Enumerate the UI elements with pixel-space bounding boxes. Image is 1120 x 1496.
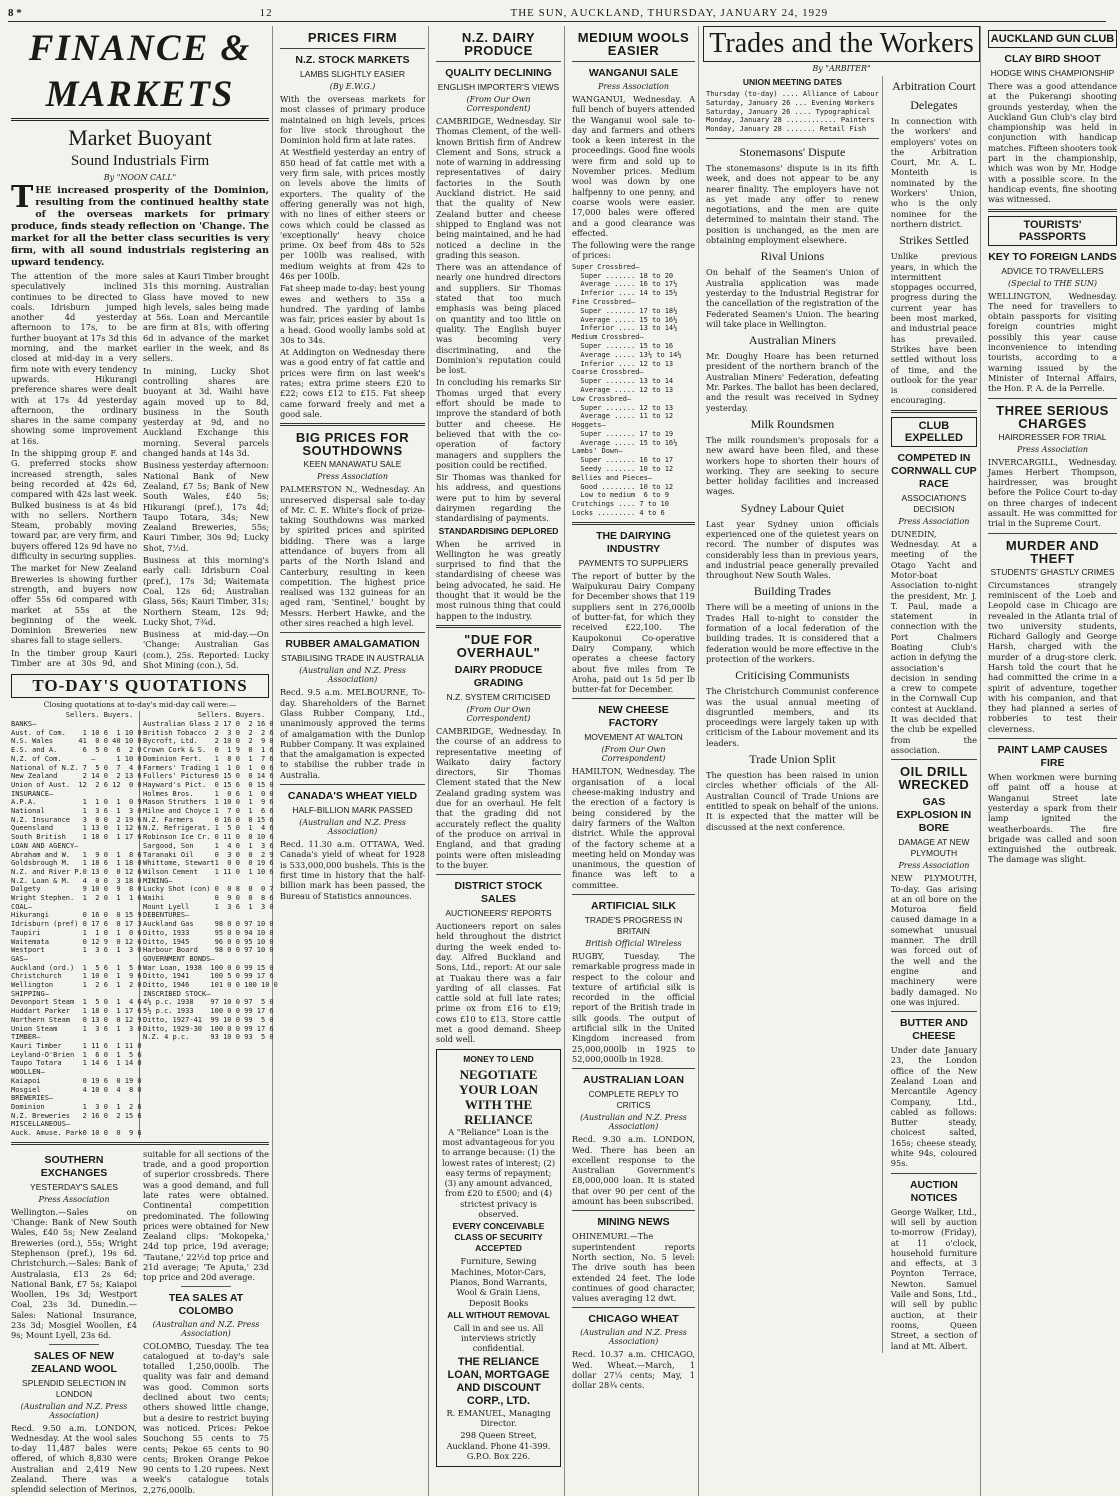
auction-body: George Walker, Ltd., will sell by auction to-morrow (Friday), at 11 o'clock, household furniture and effects, at 3 Poynton Terrace, Newton. Samuel Vaile and Sons, Ltd., will sell by public auction, at their rooms, Queen Street, a section of land at Mt. Albert. bbox=[890, 1206, 977, 1351]
loan-body: Recd. 9.30 a.m. LONDON, Wed. There has been an excellent response to the Australian Government's £8,000,000 loan. It is stated that over 90 per cent of the amount has been subscribed. bbox=[572, 1134, 695, 1207]
grading-body: CAMBRIDGE, Wednesday. In the course of an address to representative meeting of Waikato dairy factory directors, Sir Thomas Clement stated that the New Zealand grading system was due for an overhaul. He felt that the grading did not accurately reflect the quality of the produce on arrival in England, and that grading points were often misleading to the buyer. bbox=[436, 725, 561, 870]
reliance-ad-items: Furniture, Sewing Machines, Motor-Cars, Pianos, Bond Warrants, Wool & Grain Liens, Deposit Books bbox=[449, 1256, 548, 1308]
reliance-ad-without: ALL WITHOUT REMOVAL bbox=[447, 1309, 550, 1320]
reliance-ad-firm: THE RELIANCE LOAN, MORTGAGE AND DISCOUNT CORP., LTD. bbox=[447, 1355, 550, 1407]
supplier-payments-sub: PAYMENTS TO SUPPLIERS bbox=[578, 557, 689, 568]
stock-paragraph: With the overseas markets for most classes of primary produce maintained on high levels, prices for live stock throughout the Dominion hold firm at late rates. bbox=[280, 94, 425, 146]
wheat-sub: HALF-BILLION MARK PASSED bbox=[292, 805, 413, 816]
southern-exchanges-head: SOUTHERN EXCHANGES bbox=[40, 1153, 108, 1179]
southern-exchanges-credit: Press Association bbox=[38, 1194, 110, 1204]
overhaul-head: "DUE FOR OVERHAUL" bbox=[456, 631, 541, 660]
nz-wool-credit: (Australian and N.Z. Press Association) bbox=[20, 1401, 128, 1420]
club-expelled-head: CLUB EXPELLED bbox=[891, 417, 977, 447]
masthead-title: THE SUN, AUCKLAND, THURSDAY, JANUARY 24, 1929 bbox=[510, 7, 829, 19]
dairy-paragraph: There was an attendance of nearly one hundred directors and suppliers. Sir Thomas stated that too much emphasis was being placed on quantity and too little on quality. The English buyer was becoming very discriminating, and the Dominion's reputation could be lost. bbox=[436, 262, 561, 376]
stock-paragraph: At Westfield yesterday an entry of 850 head of fat cattle met with a very firm sale, with prices mostly on levels above the limits of exporters. The quality of the offering generally was not high, with no lines of either steers or cows which could be classed as 'exceptionally' heavy choice prime. Ox beef from 48s to 52s per 100lb was realised, with medium weights at from 42s to 46s per 100lb. bbox=[280, 147, 425, 282]
passport-body: WELLINGTON, Wednesday. The need for travellers to obtain passports for visiting foreign countries might possibly this year cause inconvenience to intending tourists, according to a warning issued by the Minister of Internal Affairs, the Hon. P. A. de la Perrelle. bbox=[988, 290, 1117, 394]
passport-credit: (Special to THE SUN) bbox=[1008, 278, 1097, 288]
cornwall-cup-sub: COMPETED IN CORNWALL CUP RACE bbox=[891, 451, 977, 490]
dropcap: T bbox=[11, 180, 34, 215]
district-sales-head: DISTRICT STOCK SALES bbox=[454, 880, 543, 906]
finance-lower-articles bbox=[11, 1149, 269, 1496]
southdowns-head: BIG PRICES FOR SOUTHDOWNS bbox=[295, 430, 410, 459]
dairy-paragraph: In concluding his remarks Sir Thomas urged that every effort should be made to improve the standard of both butter and cheese. He believed that with the co-operation of factory managers and suppliers the position could be rectified. bbox=[436, 377, 561, 470]
chicago-body: Recd. 10.37 a.m. CHICAGO, Wed. Wheat.—March, 1 dollar 27¼ cents; May, 1 dollar 28¾ cents. bbox=[572, 1349, 695, 1391]
cheese-body: HAMILTON, Wednesday. The organisation of a local cheese-making industry and the erection of a factory is being considered by the dairy farmers of the Walton district. While the approval of the factory scheme at a meeting held on Monday was unanimous, the question of finance was left to a committee. bbox=[572, 766, 695, 890]
hodge-wins-sub: HODGE WINS CHAMPIONSHIP bbox=[990, 68, 1115, 78]
nz-stock-markets-sub: N.Z. STOCK MARKETS bbox=[295, 54, 410, 66]
paint-body: When workmen were burning off paint off a house at Wanganui Street late yesterday a spark from their lamp ignited the weatherboards. The fire brigade was called and soon extinguished the outbreak. The damage was slight. bbox=[988, 772, 1117, 865]
dairy-paragraph: CAMBRIDGE, Wednesday. Sir Thomas Clement, of the well-known British firm of Andrew Clement and Sons, struck a note of warning in addressing representatives of dairy factories in the South Auckland district. He said that the quality of New Zealand butter and cheese shipped to England was not being maintained, and he had noticed a decline in the grading this season. bbox=[436, 116, 561, 260]
quotations-table bbox=[11, 711, 278, 1138]
reliance-ad-every: EVERY CONCEIVABLE CLASS OF SECURITY ACCEPTED bbox=[452, 1221, 545, 1254]
reliance-ad-call: Call in and see us. All interviews strictly confidential. bbox=[453, 1322, 544, 1354]
nz-wool-sub: SPLENDID SELECTION IN LONDON bbox=[22, 1377, 126, 1399]
travellers-sub: ADVICE TO TRAVELLERS bbox=[1001, 265, 1104, 276]
association-decision-sub: ASSOCIATION'S DECISION bbox=[901, 492, 967, 514]
stonemasons-body: The stonemasons' dispute is in its fifth week, and does not appear to be any nearer finality. The employers have not as yet made any offer to renew negotiations, and the men are quite determined to maintain their stand. The position is unchanged, as the men are obtaining employment elsewhere. bbox=[706, 162, 879, 246]
murder-body: Circumstances strangely reminiscent of the Loeb and Leopold case in Chicago are revealed in the Atlanta trial of two university students, Richard Gallogly and George Harsh, charged with the murder of a drug-store clerk. Harsh told the court that he had committed the crime in a spirit of adventure, together with his companion, and that they had planned a series of robberies to test their cleverness. bbox=[988, 579, 1117, 734]
rival-unions-body: On behalf of the Seamen's Union of Australia application was made yesterday to the Industrial Registrar for the cancellation of the registration of the Federated Seamen's Union. The hearing will take place in Wellington. bbox=[706, 267, 879, 329]
dairy-produce-head: N.Z. DAIRY PRODUCE bbox=[461, 30, 536, 58]
standardising-body: When he arrived in Wellington he was greatly surprised to find that the standardising of cheese was being advocated, he said. He thought that it would be the most ruinous thing that could happen to the industry. bbox=[436, 538, 561, 621]
finance-paragraph: In the shipping group F. and G. preferred stocks show increased strength, sales being recorded at 42s 6d, compared with 42s last week. Bulked business is at 4s bid with no sellers. Northern Steam, probably moving toward par, are very firm, and buyers offered 12s 9d have no difficulty in securing supplies. bbox=[11, 448, 137, 562]
grading-head: DAIRY PRODUCE GRADING bbox=[454, 663, 543, 689]
silk-credit: British Official Wireless bbox=[585, 938, 682, 948]
oil-credit: Press Association bbox=[898, 861, 970, 871]
trades-title: Trades and the Workers bbox=[703, 26, 980, 62]
strikes-body: Unlike previous years, in which the intermittent stoppages occurred, progress during the current year has been most marked, and industrial peace has prevailed. Strikes have been settled without loss of time, and the outlook for the year is considered encouraging. bbox=[890, 251, 977, 406]
manawatu-sub: KEEN MANAWATU SALE bbox=[303, 459, 402, 470]
oil-drill-head: OIL DRILL WRECKED bbox=[898, 764, 970, 793]
walton-sub: MOVEMENT AT WALTON bbox=[584, 732, 683, 743]
finance-paragraph: In the timber group Kauri Timber are at 30s 9d, and sales at Kauri Timber brought 31s this morning. Australian Glass have moved to new high levels, sales being made at 56s. Loan and Mercantile are firm at 81s, with offering 6d in advance of the market earlier in the week, and 8s sellers. bbox=[11, 271, 269, 668]
manawatu-credit: Press Association bbox=[316, 472, 389, 482]
australian-miners-head: Australian Miners bbox=[748, 333, 836, 348]
communists-body: The Christchurch Communist conference was the usual annual meeting of disgruntled members, and its proceedings were largely taken up with criticism of the Labour movement and its leaders. bbox=[706, 686, 879, 748]
quotations-header: Closing quotations at to-day's mid-day call were:— bbox=[43, 700, 237, 710]
news-column bbox=[985, 26, 1120, 1496]
gun-club-head: AUCKLAND GUN CLUB bbox=[988, 30, 1117, 48]
club-body: DUNEDIN, Wednesday. At a meeting of the Otago Yacht and Motor-boat Association to-night the president, Mr. J. T. Paul, made a statement in connection with the Port Chalmers Boating Club's action in defying the association's decision in sending a crew to compete in the Cornwall Cup contest at Auckland. It was decided that the club be expelled from the association. bbox=[890, 528, 977, 755]
reliance-ad-address: 298 Queen Street, Auckland. Phone 41-399. G.P.O. Box 226. bbox=[446, 1430, 551, 1461]
foreign-lands-sub: KEY TO FOREIGN LANDS bbox=[988, 250, 1117, 263]
district-sales-body: Auctioneers report on sales held throughout the district during the week ended to-day. Alfred Buckland and Sons, Ltd., report: At our sale at Tuakau there was a fair yarding of all classes. Fat cattle sold at full late rates; prime ox from £16 to £19; cows £10 to £13. Store cattle met a good demand. Sheep sold well. bbox=[436, 921, 561, 1045]
finance-paragraph: In mining, Lucky Shot controlling shares are buoyant at 3d. Waihi have again moved up to 8d, business in the South yesterday at 9d, and no Auckland Exchange this morning. Several parcels changed hands at 14s 3d. bbox=[143, 365, 269, 459]
arbitration-body: In connection with the workers' and employers' votes on the Arbitration Court, Mr. A. L. Monteith is nominated by the Workers' Union, who is the only nominee for the northern district. bbox=[890, 116, 977, 229]
quality-declining-sub: QUALITY DECLINING bbox=[445, 67, 552, 79]
club-credit: Press Association bbox=[898, 516, 970, 526]
reliance-ad-manager: R. EMANUEL, Managing Director. bbox=[446, 1407, 551, 1429]
silk-body: RUGBY, Tuesday. The remarkable progress made in respect to the colour and texture of artificial silk is recorded in the official report of the British trade in silk goods. The output of artificial silk in the United Kingdom increased from 25,000,000lb in 1925 to 52,000,000lb in 1928. bbox=[572, 950, 695, 1064]
sydney-labour-head: Sydney Labour Quiet bbox=[740, 500, 845, 515]
grading-credit: (From Our Own Correspondent) bbox=[466, 704, 531, 723]
communists-head: Criticising Communists bbox=[735, 668, 850, 683]
building-body: There will be a meeting of unions in the Trades Hall to-night to consider the formation of a local federation of the building trades. It is considered that a federation would be more effective in the protection of the workers. bbox=[706, 602, 879, 664]
wheat-body: Recd. 11.30 a.m. OTTAWA, Wed. Canada's yield of wheat for 1928 is 533,000,000 bushels. This is the first time in history that the half-billion mark has been passed, the Bureau of Statistics announces. bbox=[280, 839, 425, 901]
serious-body: INVERCARGILL, Wednesday. James Herbert Thompson, hairdresser, was brought before the Police Court to-day on three charges of indecent assault. He was committed for trial in the Supreme Court. bbox=[988, 456, 1117, 529]
quotations-left: Sellers. Buyers. BANKS— Aust. of Com. 1 10 6 1 10 0 N.S. Wales 41 0 0 40 10 0 E.S. and A. 6 5 0 6 2 0 N.Z. of Com. — 1 10 0 National of N.Z. 7 5 0 7 4 0 New Zealand 2 14 0 2 13 6 Union of Aust. 12 2 6 12 0 0 INSURANCE— A.P.A. 1 1 0 1 0 9 National 1 3 6 1 3 0 N.Z. Insurance 3 0 0 2 19 6 Queensland 1 13 0 1 12 6 South British 1 18 0 1 17 6 LOAN AND AGENCY— Abraham and W. 1 9 0 1 8 6 Goldsbrough M. 1 18 6 1 18 0 N.Z. and River P.0 13 0 0 12 6 N.Z. Loan & M. 4 0 0 3 18 0 Dalgety 9 10 0 9 8 0 Wright Stephen. 1 2 0 1 1 6 COAL— Hikurangi 0 16 0 0 15 9 Idrisburn (pref) 0 17 6 0 17 3 Taupiri 1 1 0 1 0 6 Waitemata 0 12 9 0 12 6 Westport 1 3 6 1 3 0 GAS— Auckland (ord.) 1 5 6 1 5 0 Christchurch 1 10 0 1 9 6 Wellington 1 2 6 1 2 0 SHIPPING— Devonport Steam 1 5 0 1 4 6 Huddart Parker 1 18 0 1 17 6 Northern Steam 0 13 0 0 12 9 Union Steam 1 3 6 1 3 0 TIMBER— Kauri Timber 1 11 6 1 11 0 Leyland-O'Brien 1 6 0 1 5 6 Taupo Totara 1 14 6 1 14 0 WOOLLEN— Kaiapoi 0 19 6 0 19 0 Mosgiel 4 10 0 4 8 0 BREWERIES— Dominion 1 3 0 1 2 6 N.Z. Breweries 2 16 0 2 15 6 MISCELLANEOUS— Auck. Amuse. Park0 10 0 0 9 6 bbox=[11, 711, 142, 1138]
new-plymouth-sub: DAMAGE AT NEW PLYMOUTH bbox=[898, 837, 970, 859]
union-dates-head: UNION MEETING DATES bbox=[742, 77, 842, 87]
lambs-easier-sub: LAMBS SLIGHTLY EASIER bbox=[299, 69, 406, 79]
murder-theft-head: MURDER AND THEFT bbox=[1005, 537, 1100, 566]
quotations-title: TO-DAY'S QUOTATIONS bbox=[11, 674, 269, 698]
passports-head: TOURISTS' PASSPORTS bbox=[988, 216, 1117, 246]
masthead-page-number: 12 bbox=[259, 7, 273, 19]
mining-news-head: MINING NEWS bbox=[597, 1216, 670, 1229]
finance-paragraph: The attention of the more speculatively inclined continues to be directed to coals. Idrisburn jumped another 4d yesterday afternoon to 17s, to be further buoyant at 17s 3d this morning, and the market closed at mid-day in a very firm note with every tendency upwards. Hikurangi preference shares were dealt with at 17s 4d yesterday afternoon, the ordinary shares in the same company showing some improvement at 16s. bbox=[11, 271, 137, 446]
dairying-body: The report of butter by the Waipukurau Dairy Company for December shows that 119 suppliers sent in 276,000lb of butter-fat, for which they received £22,100. The Kaupokonui Co-operative Dairy Company, which operates a cheese factory about five miles from Te Aroha, paid out 1s 5d per lb butter-fat for December. bbox=[572, 570, 695, 695]
money-to-lend-head: MONEY TO LEND bbox=[463, 1053, 534, 1064]
milk-roundsmen-head: Milk Roundsmen bbox=[750, 416, 835, 431]
wheat-head: CANADA'S WHEAT YIELD bbox=[287, 790, 418, 803]
nz-wool-head: SALES OF NEW ZEALAND WOOL bbox=[31, 1349, 117, 1375]
wool-column bbox=[569, 26, 699, 1496]
medium-wools-head: MEDIUM WOOLS EASIER bbox=[577, 30, 690, 58]
dairy-paragraph: Sir Thomas was thanked for his address, and questions were put to him by several dairymen regarding the standardising of payments. bbox=[436, 472, 561, 524]
southern-exchanges-body: Wellington.—Sales on 'Change: Bank of New South Wales, £40 5s; New Zealand Breweries (ord.), 55s; Wright Stephenson (pref.), 19s 6d. Christchurch.—Sales: Bank of Australasia, £13 2s 6d; National Bank, £7 5s; Kaiapoi Woollen, 19s 3d; Westport Coal, 23s 3d. Dunedin.—Sales: National Insurance, 23s 3d; Mosgiel Woollen, £4 9s; Mount Lyell, 23s 6d. bbox=[11, 1206, 137, 1341]
masthead-mark: 8 * bbox=[8, 7, 22, 19]
artificial-silk-head: ARTIFICIAL SILK bbox=[591, 899, 676, 912]
mining-body: OHINEMURI.—The superintendent reports North section, No. 5 level: The drive south has been extended 24 feet. The lode continues of good character, values averaging 12 dwt. bbox=[572, 1231, 695, 1304]
arbitration-head: Arbitration Court Delegates bbox=[892, 79, 976, 112]
chicago-wheat-head: CHICAGO WHEAT bbox=[588, 1313, 679, 1326]
finance-headline: Market Buoyant bbox=[68, 125, 212, 150]
rubber-credit: (Australian and N.Z. Press Association) bbox=[299, 666, 406, 685]
finance-paragraph: Business at mid-day.—On 'Change: Australian Gas (com.), 25s. Reported: Lucky Shot Mining (con.), 5d. bbox=[143, 629, 269, 670]
serious-charges-head: THREE SERIOUS CHARGES bbox=[996, 402, 1109, 431]
split-body: The question has been raised in union circles whether officials of the All-Australian Council of Trade Unions are entitled to speak on behalf of the unions. It is expected that the matter will be discussed at the next conference. bbox=[706, 770, 879, 832]
manawatu-body: PALMERSTON N., Wednesday. An unreserved dispersal sale to-day of Mr. C. E. White's flock of prize-taking Southdowns was marked by spirited prices and spirited bidding. There was a large attendance of buyers from all parts of the North Island and Canterbury, resulting in keen competition. The highest price realised was 132 guineas for an aged ram, 'Sentinel,' bought by Messrs. Herbert Hawke, and the other sires reached a high level. bbox=[280, 484, 425, 629]
finance-lead-text: HE increased prosperity of the Dominion, resulting from the continued healthy state of the overseas markets for primary produce, finds steady reflection on 'Change. The market for all the better class securities is very firm, with all sound industrials registering an upward tendency. bbox=[11, 185, 269, 268]
finance-paragraph: The market for New Zealand Breweries is showing further strength, and buyers now offer 55s 6d compared with market at 55s at the beginning of the week. Dominion Breweries new shares fall to stage sellers. bbox=[11, 563, 137, 646]
trades-left bbox=[703, 76, 883, 1353]
trades-section bbox=[703, 26, 981, 1496]
hairdresser-sub: HAIRDRESSER FOR TRIAL bbox=[998, 431, 1107, 442]
trades-byline: By "ARBITER" bbox=[812, 64, 871, 73]
finance-section-title: FINANCE & MARKETS bbox=[11, 26, 269, 121]
sydney-body: Last year Sydney union officials experienced one of the quietest years on record. The number of disputes was considerably less than in previous years, and industrial peace generally prevailed throughout New South Wales. bbox=[706, 518, 879, 581]
importer-views-sub: ENGLISH IMPORTER'S VIEWS bbox=[437, 82, 560, 92]
tea-sales-credit: (Australian and N.Z. Press Association) bbox=[152, 1319, 260, 1338]
butter-body: Under date January 23, the London office of the New Zealand Loan and Mercantile Agency Company, Ltd., cabled as follows: Butter steady, choicest salted, 165s; cheese steady, white 94s, coloured 95s. bbox=[890, 1045, 977, 1169]
oil-body: NEW PLYMOUTH, To-day. Gas arising at an oil bore on the Moturoa field caused damage in a somewhat unusual manner. The drill was forced out of the well and the engine and machinery were badly damaged. No one was injured. bbox=[890, 873, 977, 1007]
district-sales-sub: AUCTIONEERS' REPORTS bbox=[445, 908, 552, 919]
dairying-industry-head: THE DAIRYING INDUSTRY bbox=[596, 529, 671, 555]
chicago-credit: (Australian and N.Z. Press Association) bbox=[580, 1328, 687, 1347]
dairy-credit: (From Our Own Correspondent) bbox=[466, 95, 531, 113]
finance-paragraph: Business yesterday afternoon: National Bank of New Zealand, £7 5s; Bank of New South Wales, £40 5s; Hikurangi (pref.), 17s 4d; Taupo Totara, 34s; New Zealand Breweries, 55s; Kauri Timber, 30s 9d; Lucky Shot, 7½d. bbox=[143, 460, 269, 553]
dairy-column bbox=[433, 26, 565, 1496]
building-trades-head: Building Trades bbox=[753, 584, 831, 599]
wool-prices-intro: The following were the range of prices: bbox=[572, 240, 695, 261]
stock-paragraph: Fat sheep made to-day: best young ewes and wethers to 35s a hundred. The yarding of lambs was fair, prices easier by about 1s a head. Good woolly lambs sold at 30s to 34s. bbox=[280, 283, 425, 345]
finance-lead bbox=[11, 180, 269, 269]
wheat-credit: (Australian and N.Z. Press Association) bbox=[299, 818, 406, 837]
finance-byline: By "NOON CALL" bbox=[103, 173, 177, 182]
finance-paragraph: Business at this morning's early call: Idrisburn Coal (pref.), 17s 3d; Waitemata Coal, 12s 6d; Australian Glass, 56s; Kauri Timber, 31s; Northern Steam, 12s 9d; Lucky Shot, 7¾d. bbox=[143, 555, 269, 627]
prices-firm-head: PRICES FIRM bbox=[307, 30, 398, 45]
wool-price-table: Super Crossbred— Super ....... 18 to 20 Average ..... 16 to 17½ Inferior .... 14 to 15½ Fine Crossbred— Super ....... 17 to 18½ Average ..... 15 to 16½ Inferior .... 13 to 14½ Medium Crossbred— Super ....... 15 to 16 Average ..... 13½ to 14½ Inferior .... 12 to 13 Coarse Crossbred— Super ....... 13 to 14 Average ..... 12 to 13 Low Crossbred— Super ....... 12 to 13 Average ..... 11 to 12 Hoggets— Super ....... 17 to 19 Average ..... 15 to 16½ Lambs' Down— Super ....... 16 to 17 Seedy ....... 10 to 12 Bellies and Pieces— Good ........ 10 to 12 Low to medium 6 to 9 Crutchings .... 7 to 10 Locks ......... 4 to 6 bbox=[572, 262, 682, 518]
wanganui-credit: Press Association bbox=[597, 82, 670, 91]
stock-byline: (By E.W.G.) bbox=[329, 82, 376, 91]
cheese-credit: (From Our Own Correspondent) bbox=[601, 745, 666, 764]
strikes-head: Strikes Settled bbox=[899, 233, 969, 248]
silk-sub: TRADE'S PROGRESS IN BRITAIN bbox=[584, 914, 683, 936]
gun-club-body: There was a good attendance at the Pukerangi shooting grounds yesterday, when the Auckland Gun Club's clay bird championship was held in conjunction with handicap matches. Fifteen shooters took part in the championship, which was won by Mr. Hodge with a possible score. In the handicap events, fine shooting was witnessed. bbox=[988, 81, 1117, 205]
students-crimes-sub: STUDENTS' GHASTLY CRIMES bbox=[990, 566, 1115, 577]
standardising-head: STANDARDISING DEPLORED bbox=[438, 525, 559, 536]
finance-subheadline: Sound Industrials Firm bbox=[70, 153, 210, 169]
southern-exchanges-sub: YESTERDAY'S SALES bbox=[30, 1181, 118, 1192]
finance-body bbox=[11, 271, 269, 670]
serious-credit: Press Association bbox=[1016, 444, 1089, 454]
auction-notices-head: AUCTION NOTICES bbox=[909, 1178, 958, 1204]
stock-paragraph: At Addington on Wednesday there was a good entry of fat cattle and prices were firm on last week's rates; extra prime steers £20 to £22; cows £12 to £15. Fat sheep came forward freely and met a good sale. bbox=[280, 347, 425, 419]
wanganui-sale-sub: WANGANUI SALE bbox=[588, 67, 679, 79]
wanganui-body: WANGANUI, Wednesday. A full bench of buyers attended the Wanganui wool sale to-day and farmers and others took a keen interest in the proceedings. Good fine wools were firm and sold up to November prices. Medium wool was down by one halfpenny to one penny, and coarse wools were easier. 17,000 bales were offered and a good clearance was effected. bbox=[572, 94, 695, 238]
union-split-head: Trade Union Split bbox=[749, 752, 836, 767]
australian-loan-head: AUSTRALIAN LOAN bbox=[583, 1074, 684, 1087]
butter-cheese-head: BUTTER AND CHEESE bbox=[899, 1017, 968, 1043]
reliance-loan-advert bbox=[436, 1049, 561, 1468]
nz-wool-body: Recd. 9.50 a.m. LONDON, Wednesday. At the wool sales to-day 11,487 bales were offered, of which 8,830 were Australian and 2,419 New Zealand. There was a splendid selection of Merinos, suitable for all sections of the trade, and a good proportion of superior crossbreds. There was a good demand, and full late rates were obtained. Continental competition predominated. The following prices were obtained for New Zealand clips: 'Mokopeka,' 24d top price, 19d average; 'Tautane,' 22½d top price and 21d average; 'Te Aputa,' 23d top price and 20d average. bbox=[11, 1148, 269, 1495]
clay-bird-sub: CLAY BIRD SHOOT bbox=[1004, 53, 1101, 65]
stonemasons-head: Stonemasons' Dispute bbox=[739, 144, 846, 159]
paint-lamp-head: PAINT LAMP CAUSES FIRE bbox=[997, 744, 1108, 770]
miners-body: Mr. Doughy Hoare has been returned president of the northern branch of the Australian Miners' Federation, defeating Mr. Parkes. The ballot has been declared, and the result was received in Sydney yesterday. bbox=[706, 351, 879, 413]
loan-sub: COMPLETE REPLY TO CRITICS bbox=[588, 1089, 679, 1111]
quotations-right: Sellers. Buyers. Australian Glass 2 17 0 2 16 0 British Tobacco 2 3 0 2 2 6 Bycroft, Ltd. 2 10 0 2 9 0 Crown Cork & S. 0 1 9 0 1 6 Dominion Fert. 1 8 0 1 7 6 Farmers' Trading 1 1 0 1 0 6 Fullers' Pictures0 15 0 0 14 6 Hayward's Pict. 0 15 6 0 15 0 Holmes Bros. 1 0 6 1 0 0 Mason Struthers 1 10 0 1 9 6 Milne and Choyce 1 7 0 1 6 6 N.Z. Farmers 0 16 0 0 15 6 N.Z. Refrigerat. 1 5 0 1 4 6 Robinson Ice Cr. 0 11 0 0 10 6 Sargood, Son 1 4 0 1 3 6 Taranaki Oil 0 3 0 0 2 9 Whittome, Stewart1 0 0 0 19 6 Wilson Cement 1 11 0 1 10 6 MINING— Lucky Shot (con) 0 0 8 0 0 7 Waihi 0 9 0 0 8 6 Mount Lyell 1 3 6 1 3 0 DEBENTURES— Auckland Gas 98 0 0 97 10 0 Ditto, 1933 95 0 0 94 10 0 Ditto, 1945 96 0 0 95 10 0 Harbour Board 98 0 0 97 10 0 GOVERNMENT BONDS— War Loan, 1938 100 0 0 99 15 0 Ditto, 1941 100 5 0 99 17 6 Ditto, 1946 101 0 0 100 10 0 INSCRIBED STOCK— 4½ p.c. 1938 97 10 0 97 5 0 5½ p.c. 1933 100 0 0 99 17 6 Ditto, 1927-41 99 10 0 99 5 0 Ditto, 1929-30 100 0 0 99 17 6 N.Z. 4 p.c. 93 10 0 93 5 0 bbox=[143, 711, 278, 1042]
rubber-sub: STABILISING TRADE IN AUSTRALIA bbox=[281, 653, 424, 664]
stock-markets-column bbox=[277, 26, 429, 1496]
grading-sub: N.Z. SYSTEM CRITICISED bbox=[446, 691, 551, 702]
cheese-factory-head: NEW CHEESE FACTORY bbox=[598, 704, 669, 730]
finance-column bbox=[8, 26, 278, 1496]
rubber-body: Recd. 9.5 a.m. MELBOURNE, To-day. Shareholders of the Barnet Glass Rubber Company, Ltd., unanimously approved the terms of amalgamation with the Dunlop Rubber Company. It was explained that the amalgamation is expected to stabilise the rubber trade in Australia. bbox=[280, 687, 425, 780]
reliance-ad-body: A "Reliance" Loan is the most advantageous for you to arrange because: (1) the lowest rates of interest; (2) easy terms of repayment; (3) any amount advanced, from £20 to £500; and (4) strictest privacy is observed. bbox=[441, 1126, 556, 1220]
trades-right bbox=[888, 76, 980, 1353]
tea-sales-body: COLOMBO, Tuesday. The tea catalogued at to-day's sale totalled 1,250,000lb. The quality was fair and demand was good. Common sorts declined about two cents; others showed little change, but a desire to restrict buying was noticed. Prices: Pekoe Souchong 55 cents to 75 cents; Pekoe 65 cents to 90 cents; Broken Orange Pekoe 90 cents to 1.20 rupees. Next week's catalogue totals 2,276,000lb. bbox=[143, 1340, 269, 1495]
milk-body: The milk roundsmen's proposals for a new award have been filed, and these workers hope to shorten their hours of working. They are seeking to secure better holiday facilities and increased wages. bbox=[706, 434, 879, 497]
rubber-head: RUBBER AMALGAMATION bbox=[285, 638, 420, 651]
gas-explosion-sub: GAS EXPLOSION IN BORE bbox=[896, 796, 972, 835]
union-dates: Thursday (to-day) .... Alliance of Labour Saturday, January 26 ... Evening Workers Saturday, January 26 .... Typographical Monday, January 28 ............ Painters Monday, January 28 ....... Retail Fish bbox=[706, 90, 879, 134]
rival-unions-head: Rival Unions bbox=[760, 249, 825, 264]
reliance-ad-head: NEGOTIATE YOUR LOAN WITH THE RELIANCE bbox=[458, 1066, 539, 1127]
tea-sales-head: TEA SALES AT COLOMBO bbox=[168, 1291, 244, 1317]
loan-credit: (Australian and N.Z. Press Association) bbox=[580, 1113, 687, 1132]
masthead bbox=[8, 6, 1106, 22]
